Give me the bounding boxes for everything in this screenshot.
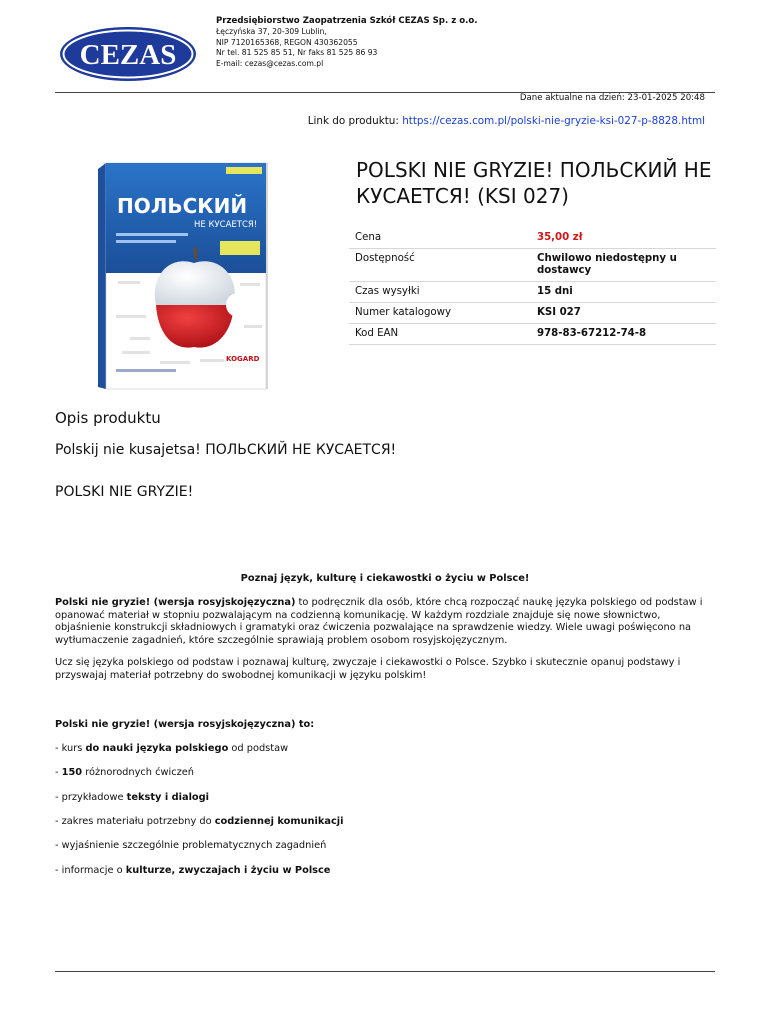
company-phone: Nr tel. 81 525 85 51, Nr faks 81 525 86 93 xyxy=(216,48,378,58)
list-item: - 150 różnorodnych ćwiczeń xyxy=(55,767,195,778)
company-name: Przedsiębiorstwo Zaopatrzenia Szkół CEZAS Sp. z o.o. xyxy=(216,16,478,26)
company-nip-regon: NIP 7120165368, REGON 430362055 xyxy=(216,37,358,47)
spec-value-availability: Chwilowo niedostępny u dostawcy xyxy=(531,249,716,282)
list-item: - kurs do nauki języka polskiego od podstaw xyxy=(55,743,289,754)
product-image xyxy=(90,155,320,395)
spec-label: Cena xyxy=(349,228,531,249)
cover-title-2: НЕ КУСАЕТСЯ! xyxy=(194,220,258,230)
description-paragraph-1 xyxy=(55,597,715,647)
company-email: E-mail: cezas@cezas.com.pl xyxy=(216,58,324,68)
list-item: - zakres materiału potrzebny do codziennej komunikacji xyxy=(55,816,344,827)
spec-label: Numer katalogowy xyxy=(349,303,531,324)
paragraph-1-text: to podręcznik dla osób, które chcą rozpocząć naukę języka polskiego od podstaw i opanować materiał w stopniu pozwalającym na codzienną komunikację. W każdym rozdziale znajduje się nowe słownictwo, objaśnienie konstrukcji składniowych i gramatyki oraz ćwiczenia pozwalające na sprawdzenie wiedzy. Wiele uwagi poświęcono na wytłumaczenie zagadnień, które szczególnie sprawiają problem osobom rosyjskojęzycznym. xyxy=(55,597,703,646)
product-link[interactable]: https://cezas.com.pl/polski-nie-gryzie-ksi-027-p-8828.html xyxy=(402,115,705,127)
list-item: - informacje o kulturze, zwyczajach i życiu w Polsce xyxy=(55,865,331,876)
spec-value-catalog: KSI 027 xyxy=(531,303,716,324)
spec-row-ean xyxy=(349,324,716,345)
page-header xyxy=(55,14,715,94)
list-heading-text: Polski nie gryzie! (wersja rosyjskojęzyczna) to: xyxy=(55,719,315,730)
product-title: POLSKI NIE GRYZIE! ПОЛЬСКИЙ НЕ КУСАЕТСЯ! (KSI 027) xyxy=(356,158,712,208)
product-specs-table xyxy=(349,228,716,345)
company-info xyxy=(216,16,478,69)
logo-text: CEZAS xyxy=(79,39,177,71)
data-date: Dane aktualne na dzień: 23-01-2025 20:48 xyxy=(519,93,705,103)
company-address: Łęczyńska 37, 20-309 Lublin, xyxy=(216,27,327,37)
spec-row-catalog xyxy=(349,303,716,324)
product-link-line xyxy=(308,115,705,127)
spec-row-shipping xyxy=(349,282,716,303)
spec-label: Kod EAN xyxy=(349,324,531,345)
spec-value-price: 35,00 zł xyxy=(531,228,716,249)
description-line-1: Polskij nie kusajetsa! ПОЛЬСКИЙ НЕ КУСАЕТСЯ! xyxy=(55,442,397,458)
list-item: - przykładowe teksty i dialogi xyxy=(55,792,210,803)
spec-row-availability xyxy=(349,249,716,282)
description-heading: Opis produktu xyxy=(55,409,161,427)
footer-divider xyxy=(55,971,715,972)
spec-label: Dostępność xyxy=(349,249,531,282)
description-paragraph-2: Ucz się języka polskiego od podstaw i poznawaj kulturę, zwyczaje i ciekawostki o Polsce. Szybko i skutecznie opanuj podstawy i przyswajaj materiał potrzebny do swobodnej komunikacji w języku polskim! xyxy=(55,657,681,681)
cover-title-1: ПОЛЬСКИЙ xyxy=(117,194,248,218)
cezas-logo xyxy=(59,26,197,82)
paragraph-1-bold: Polski nie gryzie! (wersja rosyjskojęzyczna) xyxy=(55,597,296,608)
product-link-label: Link do produktu: xyxy=(307,115,403,127)
description-tagline: Poznaj język, kulturę i ciekawostki o życiu w Polsce! xyxy=(240,573,530,584)
spec-value-ean: 978-83-67212-74-8 xyxy=(531,324,716,345)
list-item: - wyjaśnienie szczególnie problematycznych zagadnień xyxy=(55,840,327,851)
list-heading xyxy=(55,719,715,732)
spec-value-shipping: 15 dni xyxy=(531,282,716,303)
cover-publisher: KOGARD xyxy=(226,355,260,363)
description-line-2: POLSKI NIE GRYZIE! xyxy=(55,484,194,500)
spec-row-price xyxy=(349,228,716,249)
spec-label: Czas wysyłki xyxy=(349,282,531,303)
